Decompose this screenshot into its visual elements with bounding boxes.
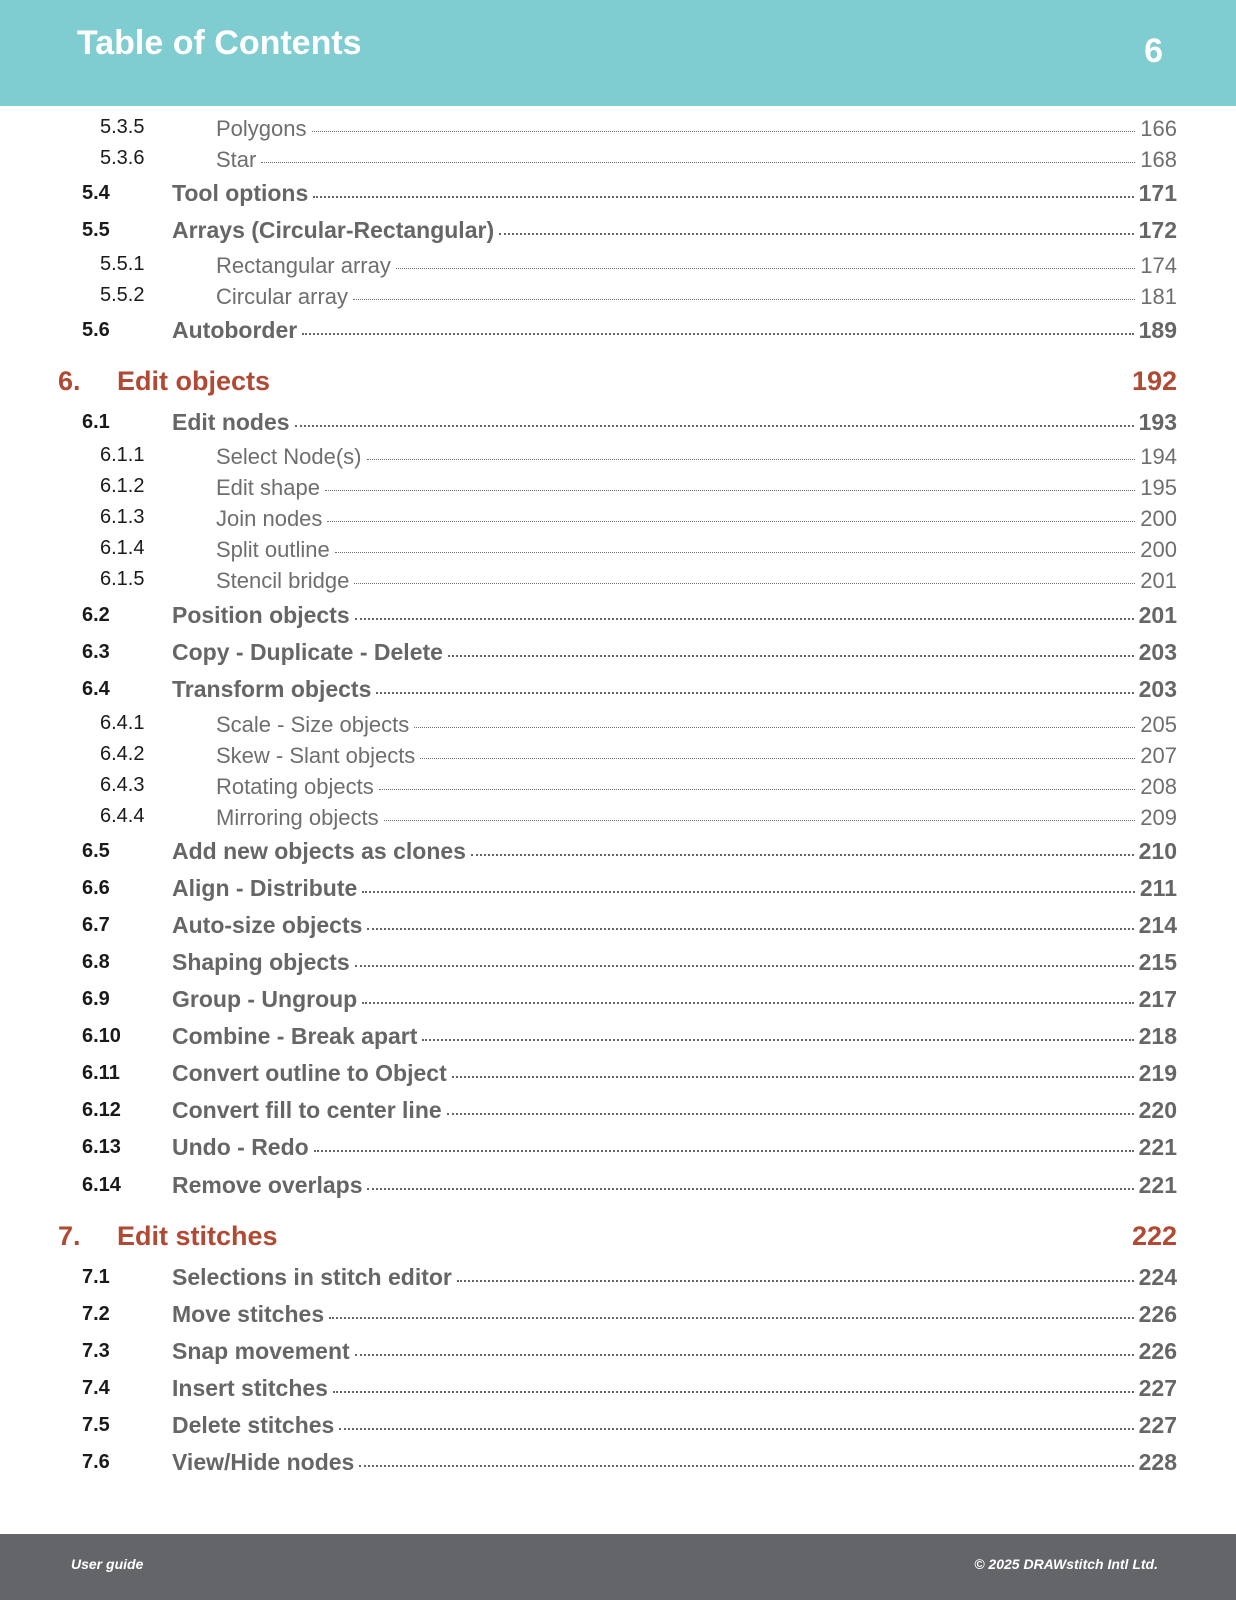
toc-entry[interactable] bbox=[0, 774, 1236, 804]
toc-entry-page-number: 194 bbox=[1140, 444, 1177, 469]
toc-entry-page-number: 166 bbox=[1140, 116, 1177, 141]
toc-entry-page-number: 210 bbox=[1138, 838, 1177, 864]
toc-entry-page-number: 201 bbox=[1138, 602, 1177, 628]
toc-entry[interactable] bbox=[0, 180, 1236, 210]
toc-entry[interactable] bbox=[0, 805, 1236, 835]
toc-entry[interactable] bbox=[0, 1412, 1236, 1442]
dot-leader bbox=[312, 131, 1136, 132]
toc-entry-line bbox=[172, 409, 1177, 436]
toc-entry-line bbox=[216, 444, 1177, 470]
toc-entry-title[interactable]: Move stitches bbox=[172, 1301, 325, 1327]
toc-entry-number: 6.11 bbox=[82, 1062, 120, 1084]
toc-entry-number: 6.12 bbox=[82, 1099, 121, 1121]
dot-leader bbox=[359, 1465, 1133, 1467]
toc-entry-page-number: 193 bbox=[1138, 409, 1177, 435]
toc-entry-number: 6.3 bbox=[82, 641, 110, 663]
toc-entry[interactable] bbox=[0, 253, 1236, 283]
toc-entry-line bbox=[172, 1060, 1177, 1087]
toc-entry-page-number: 226 bbox=[1138, 1338, 1177, 1364]
toc-entry-title[interactable]: Rotating objects bbox=[216, 774, 374, 799]
toc-entry-page-number: 214 bbox=[1138, 912, 1177, 938]
toc-entry-number: 5.5.1 bbox=[100, 253, 145, 275]
toc-entry-page-number: 215 bbox=[1138, 949, 1177, 975]
dot-leader bbox=[367, 1188, 1133, 1190]
toc-entry[interactable] bbox=[0, 537, 1236, 567]
toc-entry-number: 5.3.6 bbox=[100, 147, 145, 169]
toc-entry-number: 6.13 bbox=[82, 1136, 121, 1158]
toc-entry-number: 5.6 bbox=[82, 319, 110, 341]
footer-left-text: User guide bbox=[71, 1556, 144, 1572]
toc-entry-number: 6.4.3 bbox=[100, 774, 145, 796]
dot-leader bbox=[327, 521, 1135, 522]
dot-leader bbox=[355, 1354, 1134, 1356]
dot-leader bbox=[295, 425, 1134, 427]
toc-entry-title[interactable]: Convert outline to Object bbox=[172, 1060, 447, 1086]
toc-entry-number: 7.1 bbox=[82, 1266, 110, 1288]
toc-entry-line bbox=[172, 1134, 1177, 1161]
toc-entry[interactable] bbox=[0, 1264, 1236, 1294]
toc-entry-line bbox=[216, 805, 1177, 831]
toc-entry[interactable] bbox=[0, 506, 1236, 536]
toc-entry[interactable] bbox=[0, 1375, 1236, 1405]
toc-entry-page-number: 227 bbox=[1138, 1375, 1177, 1401]
toc-entry-line bbox=[216, 743, 1177, 769]
dot-leader bbox=[420, 758, 1135, 759]
dot-leader bbox=[499, 233, 1134, 235]
toc-entry-title[interactable]: Group - Ungroup bbox=[172, 986, 358, 1012]
toc-entry-title[interactable]: Edit objects bbox=[117, 366, 271, 396]
toc-entry[interactable] bbox=[0, 912, 1236, 942]
page-title: Table of Contents bbox=[77, 24, 362, 62]
toc-entry-title[interactable]: Split outline bbox=[216, 537, 330, 562]
toc-entry-page-number: 208 bbox=[1140, 774, 1177, 799]
dot-leader bbox=[329, 1317, 1134, 1319]
toc-entry-number: 6.14 bbox=[82, 1174, 121, 1196]
toc-entry-number: 5.5.2 bbox=[100, 284, 145, 306]
dot-leader bbox=[325, 490, 1135, 491]
toc-entry-line bbox=[172, 1264, 1177, 1291]
toc-entry[interactable] bbox=[0, 838, 1236, 868]
dot-leader bbox=[314, 1150, 1134, 1152]
toc-entry-number: 6.9 bbox=[82, 988, 110, 1010]
toc-entry-number: 6.4.1 bbox=[100, 712, 145, 734]
toc-entry-number: 7.3 bbox=[82, 1340, 110, 1362]
toc-entry-title[interactable]: Rectangular array bbox=[216, 253, 391, 278]
toc-entry-number: 5.3.5 bbox=[100, 116, 145, 138]
toc-entry-page-number: 201 bbox=[1140, 568, 1177, 593]
toc-entry-number: 6.4.4 bbox=[100, 805, 145, 827]
dot-leader bbox=[457, 1280, 1134, 1282]
toc-entry[interactable] bbox=[0, 1134, 1236, 1164]
toc-entry-line bbox=[172, 217, 1177, 244]
toc-entry[interactable] bbox=[0, 147, 1236, 177]
toc-entry[interactable] bbox=[0, 568, 1236, 598]
toc-entry-number: 6.6 bbox=[82, 877, 110, 899]
toc-entry[interactable] bbox=[0, 676, 1236, 706]
toc-entry[interactable] bbox=[0, 444, 1236, 474]
dot-leader bbox=[339, 1428, 1133, 1430]
toc-entry-title[interactable]: Align - Distribute bbox=[172, 875, 358, 901]
toc-entry-page-number: 221 bbox=[1138, 1172, 1177, 1198]
toc-entry-title[interactable]: Star bbox=[216, 147, 257, 172]
toc-entry-title[interactable]: Auto-size objects bbox=[172, 912, 363, 938]
dot-leader bbox=[379, 789, 1136, 790]
toc-entry-number: 6.10 bbox=[82, 1025, 121, 1047]
toc-entry[interactable] bbox=[0, 639, 1236, 669]
toc-entry-title[interactable]: Shaping objects bbox=[172, 949, 350, 975]
toc-entry-title[interactable]: Edit nodes bbox=[172, 409, 290, 435]
toc-entry-line bbox=[172, 676, 1177, 703]
footer-copyright: © 2025 DRAWstitch Intl Ltd. bbox=[974, 1556, 1158, 1572]
toc-entry-line bbox=[172, 1412, 1177, 1439]
dot-leader bbox=[367, 459, 1136, 460]
toc-entry-line bbox=[172, 1172, 1177, 1199]
dot-leader bbox=[471, 854, 1134, 856]
toc-entry-page-number: 207 bbox=[1140, 743, 1177, 768]
toc-entry[interactable] bbox=[0, 986, 1236, 1016]
toc-entry-number: 7.6 bbox=[82, 1451, 110, 1473]
toc-entry-page-number: 189 bbox=[1138, 317, 1177, 343]
dot-leader bbox=[362, 891, 1135, 893]
toc-entry[interactable] bbox=[0, 409, 1236, 439]
toc-entry[interactable] bbox=[0, 602, 1236, 632]
toc-entry-title[interactable]: Snap movement bbox=[172, 1338, 350, 1364]
toc-entry-title[interactable]: Select Node(s) bbox=[216, 444, 362, 469]
toc-entry-page-number: 219 bbox=[1138, 1060, 1177, 1086]
toc-chapter-entry[interactable] bbox=[0, 1221, 1236, 1251]
toc-entry[interactable] bbox=[0, 1060, 1236, 1090]
toc-entry-title[interactable]: Scale - Size objects bbox=[216, 712, 410, 737]
toc-entry-number: 5.5 bbox=[82, 219, 110, 241]
toc-entry-title[interactable]: Insert stitches bbox=[172, 1375, 328, 1401]
toc-entry-number: 7.2 bbox=[82, 1303, 110, 1325]
toc-entry-number: 6.1.2 bbox=[100, 475, 145, 497]
toc-entry-line bbox=[172, 602, 1177, 629]
toc-entry-line bbox=[172, 912, 1177, 939]
toc-entry-line bbox=[172, 1449, 1177, 1476]
toc-entry[interactable] bbox=[0, 217, 1236, 247]
toc-entry-page-number: 174 bbox=[1140, 253, 1177, 278]
toc-entry-number: 6.4.2 bbox=[100, 743, 145, 765]
toc-entry-page-number: 224 bbox=[1138, 1264, 1177, 1290]
toc-entry[interactable] bbox=[0, 949, 1236, 979]
toc-entry-line bbox=[216, 253, 1177, 279]
toc-entry-line bbox=[216, 147, 1177, 173]
toc-entry-title[interactable]: Remove overlaps bbox=[172, 1172, 363, 1198]
toc-entry-title[interactable]: Add new objects as clones bbox=[172, 838, 466, 864]
toc-entry[interactable] bbox=[0, 284, 1236, 314]
dot-leader bbox=[313, 196, 1133, 198]
toc-entry-line bbox=[172, 180, 1177, 207]
page-header bbox=[0, 0, 1236, 106]
toc-entry-number: 6.2 bbox=[82, 604, 110, 626]
toc-entry[interactable] bbox=[0, 1338, 1236, 1368]
toc-entry-title[interactable]: Stencil bridge bbox=[216, 568, 350, 593]
toc-entry-title[interactable]: Undo - Redo bbox=[172, 1134, 309, 1160]
toc-entry-title[interactable]: Edit shape bbox=[216, 475, 320, 500]
toc-entry-page-number: 168 bbox=[1140, 147, 1177, 172]
toc-entry-page-number: 203 bbox=[1138, 639, 1177, 665]
dot-leader bbox=[376, 692, 1133, 694]
toc-entry-title[interactable]: Delete stitches bbox=[172, 1412, 335, 1438]
toc-entry[interactable] bbox=[0, 875, 1236, 905]
toc-entry-line bbox=[216, 568, 1177, 594]
toc-entry[interactable] bbox=[0, 1449, 1236, 1479]
dot-leader bbox=[355, 965, 1134, 967]
toc-entry-page-number: 226 bbox=[1138, 1301, 1177, 1327]
dot-leader bbox=[362, 1002, 1133, 1004]
dot-leader bbox=[354, 583, 1135, 584]
toc-entry-number: 6.1.1 bbox=[100, 444, 145, 466]
toc-entry-number: 6.1.3 bbox=[100, 506, 145, 528]
toc-entry-number: 7.4 bbox=[82, 1377, 110, 1399]
toc-entry[interactable] bbox=[0, 1172, 1236, 1202]
toc-entry-page-number: 192 bbox=[1131, 366, 1177, 396]
toc-entry-title[interactable]: Combine - Break apart bbox=[172, 1023, 418, 1049]
toc-entry-page-number: 203 bbox=[1138, 676, 1177, 702]
toc-entry-line bbox=[216, 284, 1177, 310]
toc-entry-title[interactable]: Selections in stitch editor bbox=[172, 1264, 452, 1290]
dot-leader bbox=[447, 1113, 1134, 1115]
dot-leader bbox=[335, 552, 1136, 553]
toc-entry-number: 6. bbox=[58, 366, 81, 396]
toc-entry-page-number: 195 bbox=[1140, 475, 1177, 500]
toc-entry-line bbox=[172, 949, 1177, 976]
toc-entry-title[interactable]: Tool options bbox=[172, 180, 309, 206]
toc-entry-line bbox=[172, 639, 1177, 666]
toc-entry-number: 6.4 bbox=[82, 678, 110, 700]
toc-entry[interactable] bbox=[0, 116, 1236, 146]
toc-entry-line bbox=[117, 366, 1177, 397]
toc-entry-line bbox=[216, 506, 1177, 532]
toc-entry-line bbox=[172, 1338, 1177, 1365]
toc-entry-number: 6.7 bbox=[82, 914, 110, 936]
dot-leader bbox=[333, 1391, 1134, 1393]
dot-leader bbox=[302, 333, 1133, 335]
toc-entry-number: 7. bbox=[58, 1221, 81, 1251]
toc-entry-page-number: 218 bbox=[1138, 1023, 1177, 1049]
page-footer bbox=[0, 1534, 1236, 1600]
dot-leader bbox=[261, 162, 1135, 163]
toc-entry-line bbox=[216, 537, 1177, 563]
toc-entry-line bbox=[172, 875, 1177, 902]
toc-entry-number: 6.5 bbox=[82, 840, 110, 862]
toc-entry-page-number: 181 bbox=[1140, 284, 1177, 309]
chapter-number: 6 bbox=[1144, 32, 1163, 70]
toc-entry-number: 5.4 bbox=[82, 182, 110, 204]
toc-entry-number: 7.5 bbox=[82, 1414, 110, 1436]
toc-entry[interactable] bbox=[0, 317, 1236, 347]
dot-leader bbox=[353, 299, 1135, 300]
dot-leader bbox=[414, 727, 1135, 728]
toc-entry-line bbox=[172, 1375, 1177, 1402]
toc-entry-title[interactable]: Mirroring objects bbox=[216, 805, 379, 830]
toc-entry[interactable] bbox=[0, 1097, 1236, 1127]
toc-entry-page-number: 217 bbox=[1138, 986, 1177, 1012]
toc-entry[interactable] bbox=[0, 743, 1236, 773]
toc-entry-page-number: 228 bbox=[1138, 1449, 1177, 1475]
toc-entry-number: 6.1.5 bbox=[100, 568, 145, 590]
dot-leader bbox=[367, 928, 1133, 930]
toc-entry-title[interactable]: Position objects bbox=[172, 602, 350, 628]
toc-entry-line bbox=[172, 1097, 1177, 1124]
toc-entry-page-number: 220 bbox=[1138, 1097, 1177, 1123]
toc-entry[interactable] bbox=[0, 1023, 1236, 1053]
toc-entry-title[interactable]: Convert fill to center line bbox=[172, 1097, 442, 1123]
toc-entry-title[interactable]: View/Hide nodes bbox=[172, 1449, 355, 1475]
dot-leader bbox=[355, 618, 1134, 620]
toc-entry-page-number: 222 bbox=[1131, 1221, 1177, 1251]
toc-entry-title[interactable]: Autoborder bbox=[172, 317, 298, 343]
toc-entry-line bbox=[172, 317, 1177, 344]
toc-entry-line bbox=[172, 1023, 1177, 1050]
toc-entry-page-number: 209 bbox=[1140, 805, 1177, 830]
toc-entry-page-number: 200 bbox=[1140, 537, 1177, 562]
toc-entry-page-number: 171 bbox=[1138, 180, 1177, 206]
toc-entry[interactable] bbox=[0, 1301, 1236, 1331]
dot-leader bbox=[452, 1076, 1134, 1078]
toc-entry-title[interactable]: Transform objects bbox=[172, 676, 372, 702]
toc-entry-line bbox=[216, 475, 1177, 501]
toc-entry-page-number: 172 bbox=[1138, 217, 1177, 243]
toc-entry-line bbox=[117, 1221, 1177, 1252]
toc-entry-title[interactable]: Polygons bbox=[216, 116, 307, 141]
toc-entry-number: 6.1.4 bbox=[100, 537, 145, 559]
toc-entry-page-number: 211 bbox=[1139, 875, 1177, 901]
toc-entry-page-number: 200 bbox=[1140, 506, 1177, 531]
toc-entry-title[interactable]: Edit stitches bbox=[117, 1221, 278, 1251]
dot-leader bbox=[448, 655, 1134, 657]
toc-entry-title[interactable]: Join nodes bbox=[216, 506, 323, 531]
dot-leader bbox=[384, 820, 1136, 821]
toc-entry-line bbox=[172, 986, 1177, 1013]
toc-entry-line bbox=[216, 774, 1177, 800]
toc-chapter-entry[interactable] bbox=[0, 366, 1236, 396]
toc-entry-page-number: 221 bbox=[1138, 1134, 1177, 1160]
toc-entry-page-number: 227 bbox=[1138, 1412, 1177, 1438]
dot-leader bbox=[422, 1039, 1133, 1041]
toc-entry-title[interactable]: Circular array bbox=[216, 284, 349, 309]
toc-entry-number: 6.1 bbox=[82, 411, 110, 433]
toc-entry-line bbox=[216, 116, 1177, 142]
toc-entry-title[interactable]: Copy - Duplicate - Delete bbox=[172, 639, 443, 665]
toc-entry-number: 6.8 bbox=[82, 951, 110, 973]
toc-entry[interactable] bbox=[0, 712, 1236, 742]
toc-entry[interactable] bbox=[0, 475, 1236, 505]
toc-entry-title[interactable]: Skew - Slant objects bbox=[216, 743, 416, 768]
toc-entry-title[interactable]: Arrays (Circular-Rectangular) bbox=[172, 217, 495, 243]
toc-entry-line bbox=[172, 1301, 1177, 1328]
toc-entry-line bbox=[216, 712, 1177, 738]
toc-entry-line bbox=[172, 838, 1177, 865]
dot-leader bbox=[396, 268, 1135, 269]
toc-entry-page-number: 205 bbox=[1140, 712, 1177, 737]
